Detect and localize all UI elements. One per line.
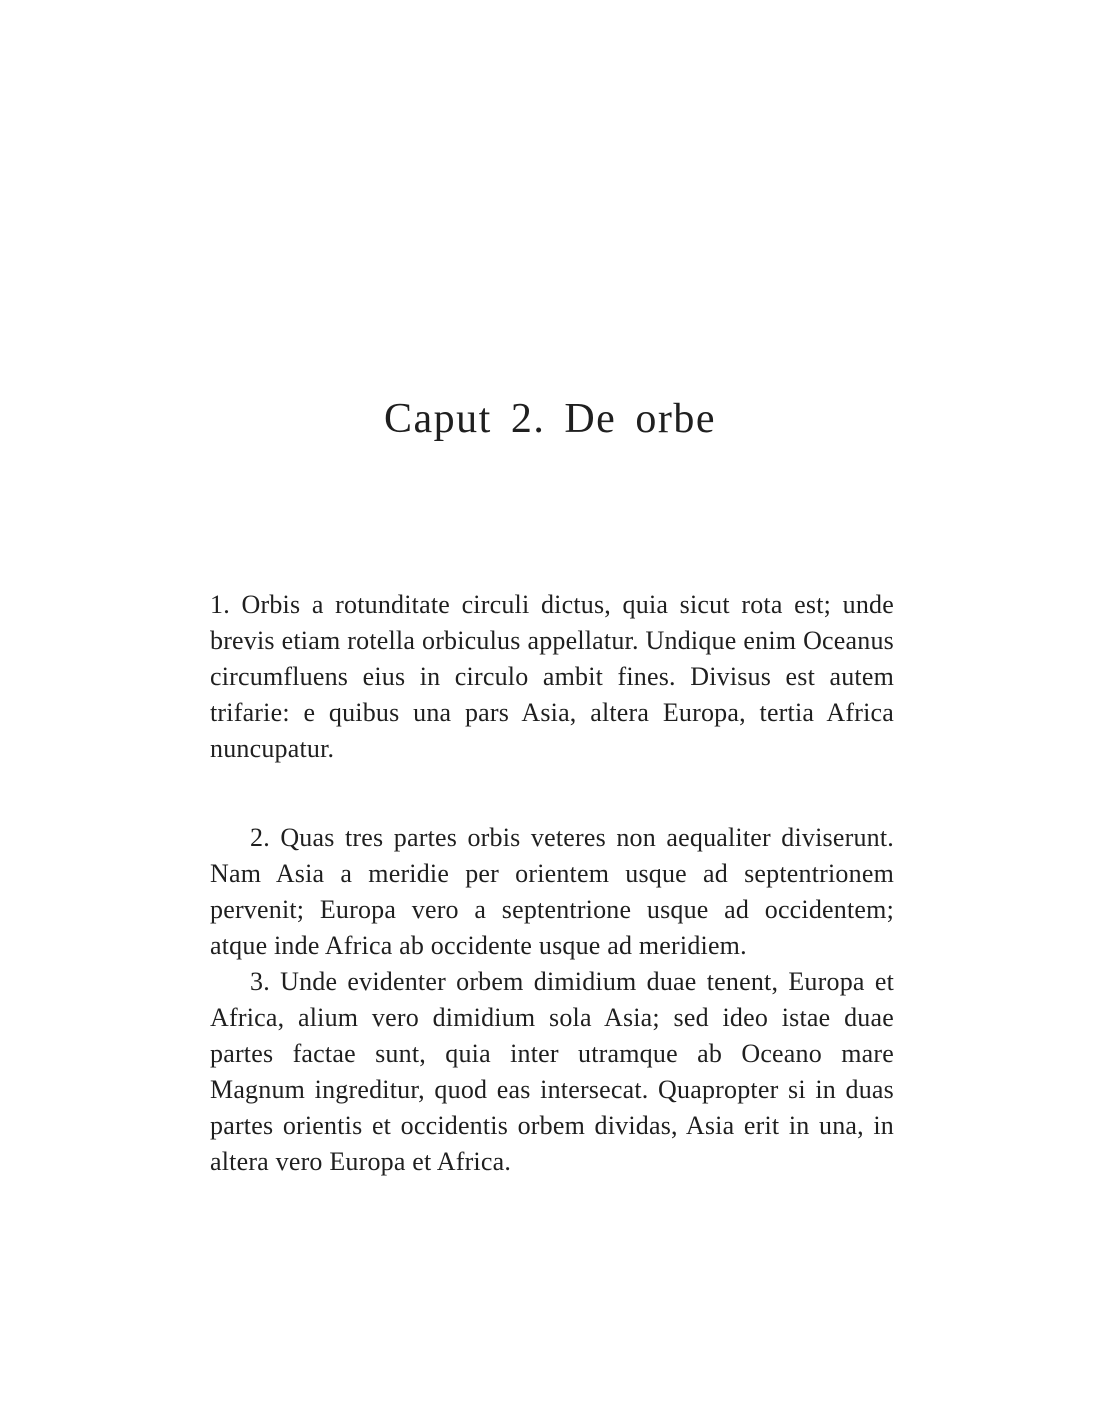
paragraph-3: 3. Unde evidenter orbem dimidium duae tenent, Europa et Africa, alium vero dimidium sola Asia; sed ideo istae duae partes factae sunt, quia inter utramque ab Oceano mare Magnum ingreditur, quod eas intersecat. Quapropter si in duas partes orientis et occidentis orbem dividas, Asia erit in una, in altera vero Europa et Africa. bbox=[210, 967, 894, 1176]
body-text-block bbox=[210, 587, 894, 1180]
paragraph-1: 1. Orbis a rotunditate circuli dictus, quia sicut rota est; unde brevis etiam rotella orbiculus appellatur. Undique enim Oceanus circumfluens eius in circulo ambit fines. Divisus est autem trifarie: e quibus una pars Asia, altera Europa, tertia Africa nuncupatur. bbox=[210, 590, 894, 763]
chapter-heading: Caput 2. De orbe bbox=[384, 396, 716, 442]
paragraph-2: 2. Quas tres partes orbis veteres non aequaliter diviserunt. Nam Asia a meridie per orientem usque ad septentrionem pervenit; Europa vero a septentrione usque ad occidentem; atque inde Africa ab occidente usque ad meridiem. bbox=[210, 823, 894, 960]
